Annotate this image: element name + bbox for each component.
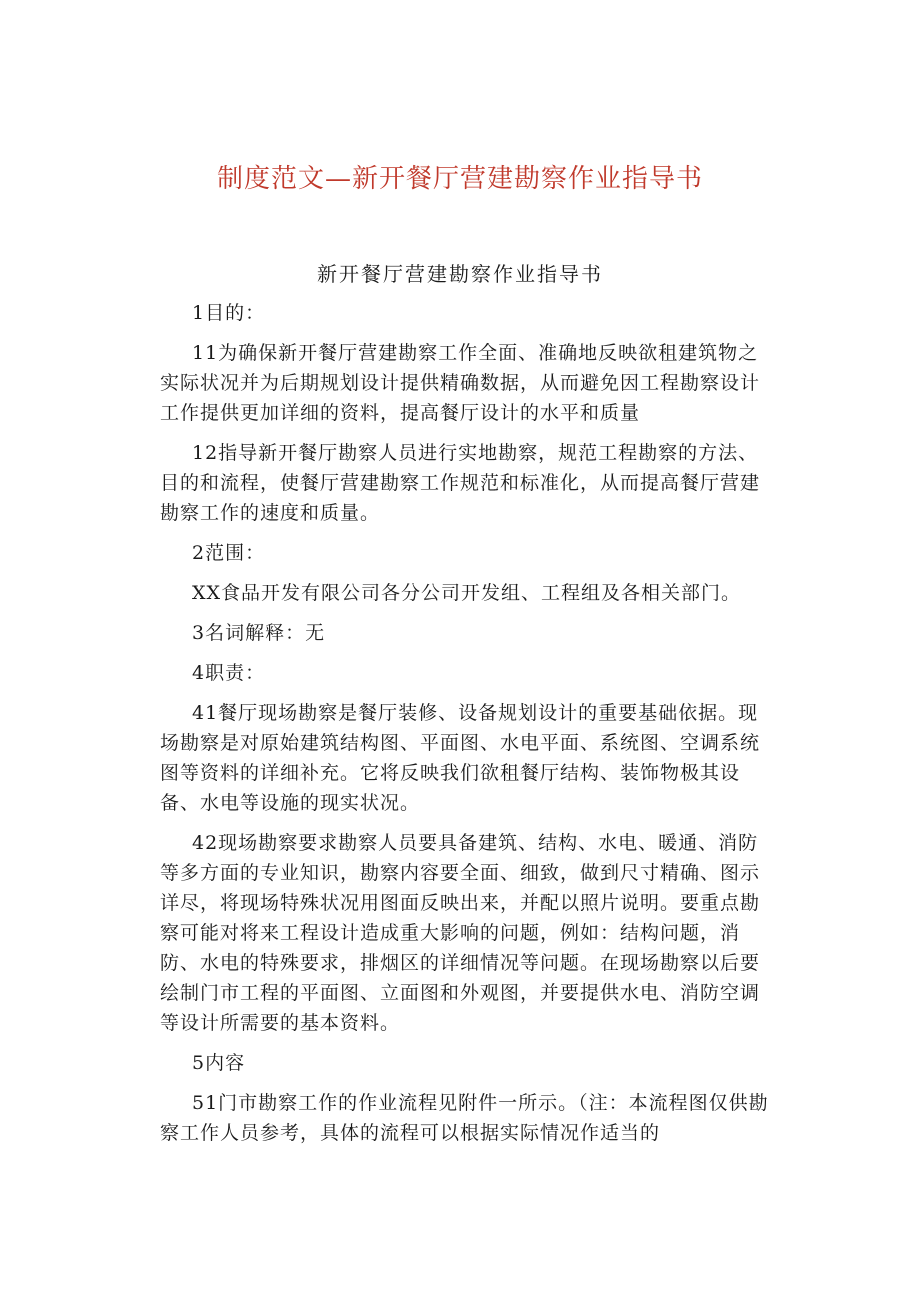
section-heading-content: 5内容 — [192, 1052, 246, 1074]
document-subtitle: 新开餐厅营建勘察作业指导书 — [317, 262, 603, 286]
paragraph-1-2: 12指导新开餐厅勘察人员进行实地勘察，规范工程勘察的方法、目的和流程，使餐厅营建勘察工作规范和标准化，从而提高餐厅营建勘察工作的速度和质量。 — [160, 442, 761, 524]
paragraph-4-1: 41餐厅现场勘察是餐厅装修、设备规划设计的重要基础依据。现场勘察是对原始建筑结构图、平面图、水电平面、系统图、空调系统图等资料的详细补充。它将反映我们欲租餐厅结构、装饰物极其设备、水电等设施的现实状况。 — [160, 702, 761, 814]
section-heading-duties: 4职责： — [192, 662, 266, 684]
paragraph-scope: XX食品开发有限公司各分公司开发组、工程组及各相关部门。 — [192, 582, 742, 604]
section-heading-definitions: 3名词解释：无 — [192, 622, 326, 644]
document-title: 制度范文—新开餐厅营建勘察作业指导书 — [216, 164, 703, 194]
section-heading-scope: 2范围： — [192, 542, 266, 564]
paragraph-5-1: 51门市勘察工作的作业流程见附件一所示。（注：本流程图仅供勘察工作人员参考，具体的流程可以根据实际情况作适当的 — [160, 1092, 769, 1144]
section-heading-purpose: 1目的： — [192, 302, 266, 324]
paragraph-1-1: 11为确保新开餐厅营建勘察工作全面、准确地反映欲租建筑物之实际状况并为后期规划设计提供精确数据，从而避免因工程勘察设计工作提供更加详细的资料，提高餐厅设计的水平和质量 — [160, 342, 761, 424]
paragraph-4-2: 42现场勘察要求勘察人员要具备建筑、结构、水电、暖通、消防等多方面的专业知识，勘察内容要全面、细致，做到尺寸精确、图示详尽，将现场特殊状况用图面反映出来，并配以照片说明。要重点勘察可能对将来工程设计造成重大影响的问题，例如：结构问题，消防、水电的特殊要求，排烟区的详细情况等问题。在现场勘察以后要绘制门市工程的平面图、立面图和外观图，并要提供水电、消防空调等设计所需要的基本资料。 — [160, 832, 761, 1034]
document-body — [160, 298, 770, 1158]
